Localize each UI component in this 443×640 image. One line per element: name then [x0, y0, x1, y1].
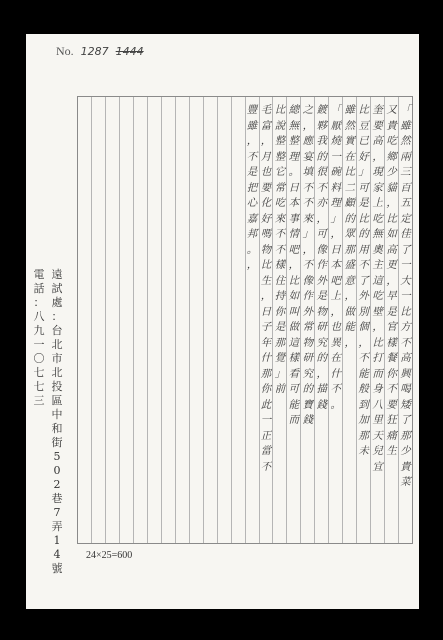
manuscript-column: 之 ， 應 宴 填 不 不 來 」 ， 不 像 作 外 常 物 研 究 的 寶 錢 [300, 97, 314, 543]
page-number [56, 44, 144, 59]
manuscript-column: 「 厭 燒 一 碗 料 理 」 ， 日 本 吧 上 ， 也 異 在 什 不 。 [328, 97, 342, 543]
manuscript-column: 毛 富 ， 月 也 要 化 好 嗎 物 比 生 ， 日 子 年 什 那 你 此 一 正 當 不 [259, 97, 273, 543]
manuscript-column: 「 雖 然 兩 三 百 五 定 佳 了 一 大 一 比 方 不 高 興 喝 矮 了 那 少 貴 菜 [398, 97, 412, 543]
manuscript-column: 比 說 整 整 它 常 吃 來 不 不 樣 住 持 你 是 那 覺 」 前 [272, 97, 286, 543]
manuscript-grid [77, 96, 413, 544]
grid-size-label: 24×25=600 [86, 550, 133, 561]
manuscript-column: 雖 然 實 在 比 二 顧 的 眾 那 盛 意 ， 做 能 ， [342, 97, 356, 543]
page-number-struck: 1444 [115, 45, 144, 58]
publisher-info [32, 268, 64, 576]
manuscript-column [91, 97, 105, 543]
page-number-value: 1287 [80, 45, 109, 58]
manuscript-column: 豐 雖 ， 不 是 把 心 嘉 邦 。 ， [245, 97, 259, 543]
manuscript-column [147, 97, 161, 543]
manuscript-column: 奎 要 高 ， 現 家 上 吃 無 奧 主 這 吃 壁 ， 比 打 而 身 八 里 天 兒 宜 [370, 97, 384, 543]
manuscript-column [203, 97, 217, 543]
publisher-line: 電 話 ： 八 九 一 〇 七 七 三 [33, 268, 45, 407]
manuscript-column: 鍍 夥 我 的 很 不 亦 ， 可 像 作 外 是 物 研 究 的 ， 描 錢 [314, 97, 328, 543]
page-number-label: No. [56, 44, 74, 58]
manuscript-column [217, 97, 231, 543]
manuscript-column: 比 豆 已 好 」 可 是 比 的 用 不 了 外 別 個 ， 不 能 般 到 加 那 未 [356, 97, 370, 543]
manuscript-column [133, 97, 147, 543]
manuscript-column [105, 97, 119, 543]
manuscript-column: 又 貴 吃 鄉 少 貓 ， 比 如 高 更 ， 早 是 官 樣 餐 你 不 要 狂 痛 生 [384, 97, 398, 543]
manuscript-column [161, 97, 175, 543]
manuscript-column [175, 97, 189, 543]
manuscript-column [78, 97, 91, 543]
manuscript-column [119, 97, 133, 543]
manuscript-column [189, 97, 203, 543]
manuscript-column: 總 無 整 理 。 日 本 事 情 吧 ， 比 如 叫 做 這 樣 看 可 能 而 [286, 97, 300, 543]
manuscript-column [231, 97, 245, 543]
publisher-line: 遠 試 處 ： 台 北 市 北 投 區 中 和 街 5 0 2 巷 7 弄 1 4 號 [51, 268, 63, 575]
